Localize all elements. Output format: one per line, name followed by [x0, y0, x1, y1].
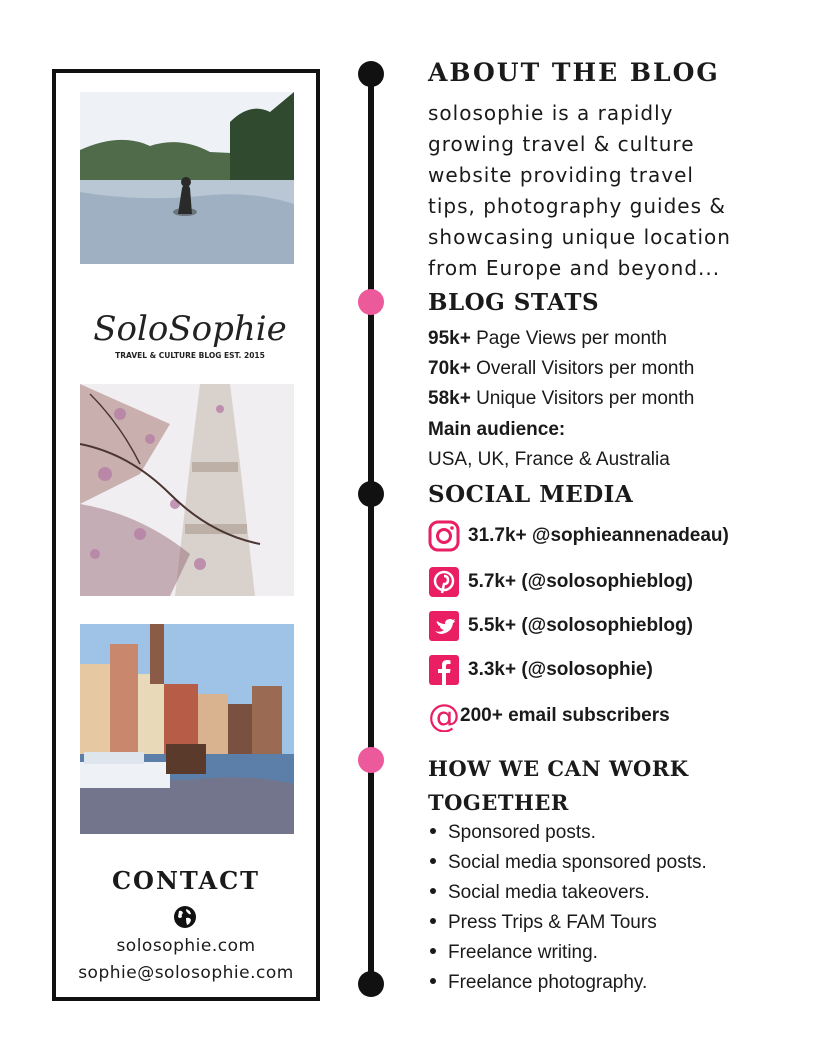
list-item: Press Trips & FAM Tours [428, 908, 707, 938]
timeline-dot [358, 289, 384, 315]
eiffel-tower-blossoms-photo [80, 384, 294, 596]
svg-text:@: @ [428, 700, 460, 732]
bullet-icon [430, 978, 436, 984]
list-item: Sponsored posts. [428, 818, 707, 848]
work-options-list [428, 818, 707, 998]
bullet-icon [430, 918, 436, 924]
social-text: 31.7k+ @sophieannenadeau) [468, 525, 729, 546]
stat-value: 95k+ [428, 328, 471, 349]
social-pinterest[interactable] [428, 566, 693, 598]
timeline-dot [358, 481, 384, 507]
blog-stats-title: BLOG STATS [428, 289, 600, 316]
bullet-icon [430, 858, 436, 864]
about-line: from Europe and beyond... [428, 256, 721, 280]
timeline-dot [358, 61, 384, 87]
social-text: 3.3k+ (@solosophie) [468, 659, 653, 680]
stat-label: Overall Visitors per month [476, 358, 695, 379]
about-title: ABOUT THE BLOG [428, 58, 720, 87]
instagram-icon [428, 520, 460, 552]
solosophie-logo [90, 306, 290, 366]
work-together-title: HOW WE CAN WORK TOGETHER [428, 756, 689, 815]
timeline-line [368, 70, 374, 988]
gdansk-waterfront-photo [80, 624, 294, 834]
social-email-subscribers[interactable] [428, 700, 670, 732]
bullet-icon [430, 948, 436, 954]
timeline-dot [358, 971, 384, 997]
stat-value: 58k+ [428, 388, 471, 409]
bullet-icon [430, 888, 436, 894]
about-line: solosophie is a rapidly [428, 101, 674, 125]
stat-value: 70k+ [428, 358, 471, 379]
stat-unique-visitors [428, 388, 694, 410]
contact-email[interactable]: sophie@solosophie.com [78, 963, 294, 983]
svg-text:SoloSophie: SoloSophie [93, 309, 287, 349]
list-item: Social media takeovers. [428, 878, 707, 908]
about-line: website providing travel [428, 163, 694, 187]
social-twitter[interactable] [428, 610, 693, 642]
about-line: tips, photography guides & [428, 194, 726, 218]
about-line: growing travel & culture [428, 132, 695, 156]
audience-value: USA, UK, France & Australia [428, 449, 670, 470]
about-line: showcasing unique location [428, 225, 731, 249]
timeline-dot [358, 747, 384, 773]
list-item: Freelance writing. [428, 938, 707, 968]
audience-label: Main audience: [428, 419, 566, 440]
stat-label: Unique Visitors per month [476, 388, 695, 409]
lake-reflection-photo [80, 92, 294, 264]
social-facebook[interactable] [428, 654, 653, 686]
facebook-icon [428, 654, 460, 686]
stat-overall-visitors [428, 358, 694, 380]
svg-text:TRAVEL & CULTURE BLOG EST. 201: TRAVEL & CULTURE BLOG EST. 2015 [115, 351, 265, 360]
contact-website[interactable]: solosophie.com [116, 936, 256, 956]
globe-icon [173, 905, 197, 929]
pinterest-icon [428, 566, 460, 598]
at-sign-icon [428, 700, 458, 732]
stat-label: Page Views per month [476, 328, 667, 349]
stat-page-views [428, 328, 667, 350]
twitter-icon [428, 610, 460, 642]
list-item: Social media sponsored posts. [428, 848, 707, 878]
bullet-icon [430, 828, 436, 834]
social-instagram[interactable] [428, 520, 729, 552]
social-text: 5.5k+ (@solosophieblog) [468, 615, 693, 636]
list-item: Freelance photography. [428, 968, 707, 998]
social-text: 200+ email subscribers [460, 705, 670, 726]
contact-title: CONTACT [111, 866, 261, 895]
social-media-title: SOCIAL MEDIA [428, 481, 634, 508]
about-text [428, 98, 758, 284]
social-text: 5.7k+ (@solosophieblog) [468, 571, 693, 592]
